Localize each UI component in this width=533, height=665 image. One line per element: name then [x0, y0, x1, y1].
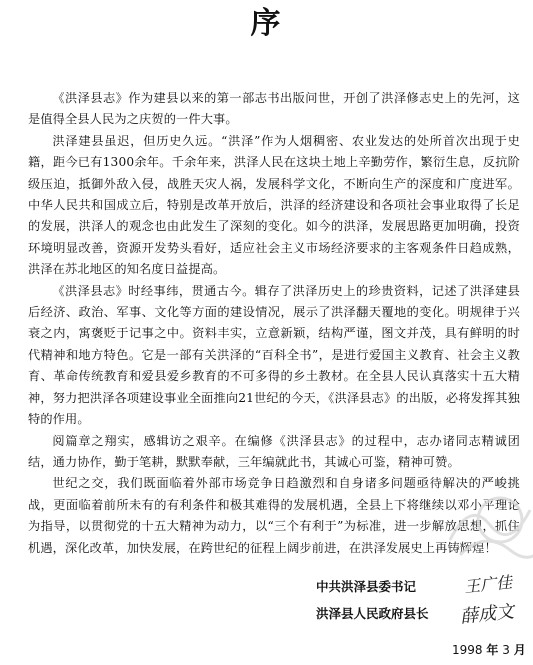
- signature-role-party-secretary: 中共洪泽县委书记: [316, 579, 417, 594]
- date-year: 1998: [452, 643, 483, 657]
- signature-role-county-head: 洪泽县人民政府县长: [316, 606, 429, 621]
- paragraph-2: 洪泽建县虽迟，但历史久远。“洪泽”作为人烟稠密、农业发达的处所首次出现于史籍，距今已有1300余年。千余年来，洪泽人民在这块土地上辛勤劳作，繁衍生息，反抗阶级压迫，抵御外敌入侵，战胜天灾人祸，发展科学文化，不断向生产的深度和广度进军。中华人民共和国成立后，特别是改革开放后，洪泽的经济建设和各项社会事业取得了长足的发展，洪泽人的观念也由此发生了深刻的变化。如今的洪泽，发展思路更加明确，投资环境明显改善，资源开发势头看好，适应社会主义市场经济要求的主客观条件日趋成熟，洪泽在苏北地区的知名度日益提高。: [28, 133, 520, 277]
- signature-handwritten-county-head: 薛成文: [459, 601, 516, 628]
- page-title: 序: [250, 6, 283, 41]
- paragraph-1: 《洪泽县志》作为建县以来的第一部志书出版问世，开创了洪泽修志史上的先河，这是值得全县人民为之庆贺的一件大事。: [28, 91, 520, 127]
- paragraph-4: 阅篇章之翔实，感辑访之艰辛。在编修《洪泽县志》的过程中，志办诸同志精诚团结，通力协作，勤于笔耕，默默奉献，三年编就此书，其诚心可鉴，精神可赞。: [28, 433, 520, 469]
- date-month-unit: 月: [513, 643, 526, 657]
- document-date: [452, 642, 526, 658]
- signature-handwritten-party-secretary: 王广佳: [463, 572, 513, 597]
- date-month: 3: [502, 643, 510, 657]
- paragraph-5: 世纪之交，我们既面临着外部市场竞争日趋激烈和自身诸多问题亟待解决的严峻挑战，更面临着前所未有的有利条件和极其难得的发展机遇，全县上下将继续以邓小平理论为指导，以贯彻党的十五大精神为动力，以“三个有利于”为标准，进一步解放思想，抓住机遇，深化改革，加快发展，在跨世纪的征程上阔步前进，在洪泽发展史上再铸辉煌！: [28, 476, 520, 555]
- paragraph-3: 《洪泽县志》时经事纬，贯通古今。辑存了洪泽历史上的珍贵资料，记述了洪泽建县后经济、政治、军事、文化等方面的建设情况，展示了洪泽翻天覆地的变化。明规律于兴衰之内，寓褒贬于记事之中。资料丰实，立意新颖，结构严谨，图文并茂，具有鲜明的时代精神和地方特色。它是一部有关洪泽的“百科全书”，是进行爱国主义教育、社会主义教育、革命传统教育和爱县爱乡教育的不可多得的乡土教材。在全县人民认真落实十五大精神，努力把洪泽各项建设事业全面推向21世纪的今天，《洪泽县志》的出版，必将发挥其独特的作用。: [28, 283, 520, 427]
- date-year-unit: 年: [486, 643, 499, 657]
